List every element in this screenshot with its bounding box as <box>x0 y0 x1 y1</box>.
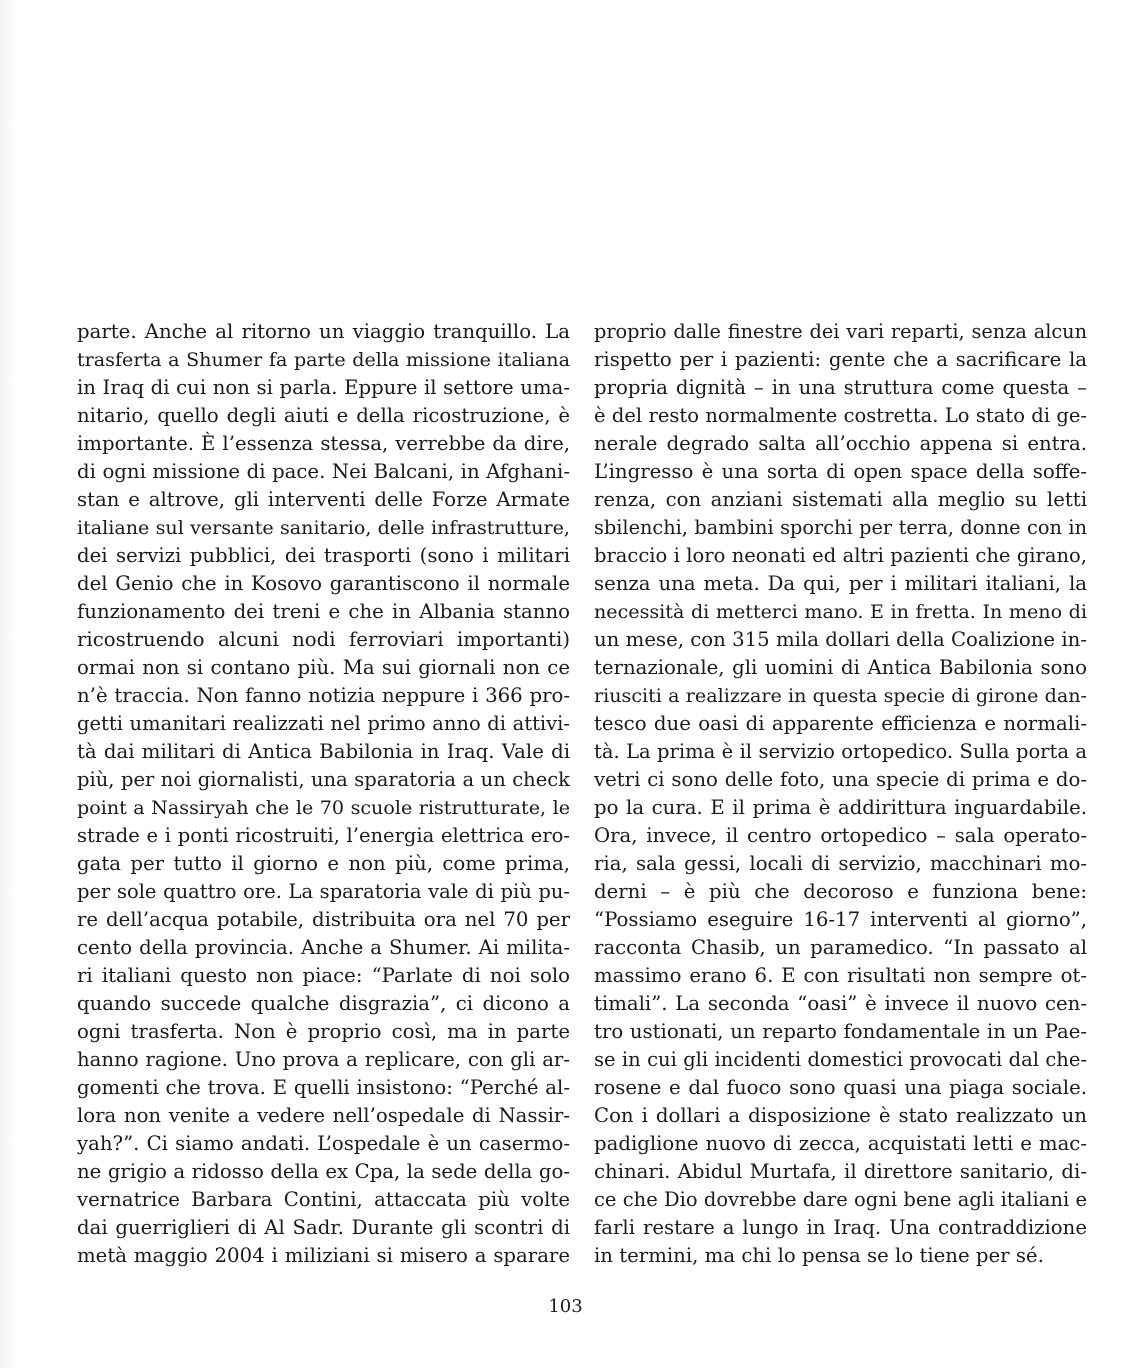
right-text-column <box>594 318 1087 1270</box>
text-line: proprio dalle finestre dei vari reparti, senza alcun <box>594 320 1087 343</box>
text-line: importante. È l’essenza stessa, verrebbe da dire, <box>77 432 570 455</box>
text-line: point a Nassiryah che le 70 scuole ristrutturate, le <box>77 796 570 819</box>
text-line: re dell’acqua potabile, distribuita ora nel 70 per <box>77 908 570 931</box>
text-line: in termini, ma chi lo pensa se lo tiene per sé. <box>594 1244 1044 1267</box>
text-line: gomenti che trova. E quelli insistono: “Perché al- <box>77 1076 570 1099</box>
text-line: strade e i ponti ricostruiti, l’energia elettrica ero- <box>77 824 570 847</box>
text-line: tesco due oasi di apparente efficienza e normali- <box>594 712 1087 735</box>
page-number: 103 <box>548 1296 583 1317</box>
text-line: sbilenchi, bambini sporchi per terra, donne con in <box>594 516 1087 539</box>
text-line: funzionamento dei treni e che in Albania stanno <box>77 600 570 623</box>
text-line: per sole quattro ore. La sparatoria vale di più pu- <box>77 880 570 903</box>
text-line: cento della provincia. Anche a Shumer. Ai milita- <box>77 936 570 959</box>
text-line: riusciti a realizzare in questa specie di girone dan- <box>594 684 1087 707</box>
text-line: nitario, quello degli aiuti e della ricostruzione, è <box>77 404 570 427</box>
text-line: tà dai militari di Antica Babilonia in Iraq. Vale di <box>77 740 570 763</box>
text-line: vetri ci sono delle foto, una specie di prima e do- <box>594 768 1087 791</box>
text-line: “Possiamo eseguire 16-17 interventi al giorno”, <box>594 908 1087 931</box>
text-line: di ogni missione di pace. Nei Balcani, in Afghani- <box>77 460 570 483</box>
text-line: un mese, con 315 mila dollari della Coalizione in- <box>594 628 1087 651</box>
text-line: stan e altrove, gli interventi delle Forze Armate <box>77 488 570 511</box>
text-line: se in cui gli incidenti domestici provocati dal che- <box>594 1048 1087 1071</box>
text-line: yah?”. Ci siamo andati. L’ospedale è un casermo- <box>77 1132 570 1155</box>
text-line: Ora, invece, il centro ortopedico – sala operato- <box>594 824 1087 847</box>
text-line: gata per tutto il giorno e non più, come prima, <box>77 852 570 875</box>
text-line: propria dignità – in una struttura come questa – <box>594 376 1087 399</box>
text-line: rosene e dal fuoco sono quasi una piaga sociale. <box>594 1076 1087 1099</box>
text-line: rispetto per i pazienti: gente che a sacrificare la <box>594 348 1087 371</box>
text-line: ne grigio a ridosso della ex Cpa, la sede della go- <box>77 1160 570 1183</box>
text-line: lora non venite a vedere nell’ospedale di Nassir- <box>77 1104 570 1127</box>
text-line: ogni trasferta. Non è proprio così, ma in parte <box>77 1020 570 1043</box>
text-line: ternazionale, gli uomini di Antica Babilonia sono <box>594 656 1087 679</box>
text-line: farli restare a lungo in Iraq. Una contraddizione <box>594 1216 1087 1239</box>
text-line: trasferta a Shumer fa parte della missione italiana <box>77 348 570 371</box>
text-line: massimo erano 6. E con risultati non sempre ot- <box>594 964 1087 987</box>
text-line: del Genio che in Kosovo garantiscono il normale <box>77 572 570 595</box>
left-text-column <box>77 318 570 1270</box>
text-line: italiane sul versante sanitario, delle infrastrutture, <box>77 516 570 539</box>
text-line: nerale degrado salta all’occhio appena si entra. <box>594 432 1087 455</box>
text-line: getti umanitari realizzati nel primo anno di attivi- <box>77 712 570 735</box>
text-line: metà maggio 2004 i miliziani si misero a sparare <box>77 1244 570 1267</box>
text-line: timali”. La seconda “oasi” è invece il nuovo cen- <box>594 992 1087 1015</box>
text-line: ri italiani questo non piace: “Parlate di noi solo <box>77 964 570 987</box>
text-line: padiglione nuovo di zecca, acquistati letti e mac- <box>594 1132 1087 1155</box>
text-line: n’è traccia. Non fanno notizia neppure i 366 pro- <box>77 684 570 707</box>
text-line: hanno ragione. Uno prova a replicare, con gli ar- <box>77 1048 570 1071</box>
text-line: derni – è più che decoroso e funziona bene: <box>594 880 1087 903</box>
text-line: Con i dollari a disposizione è stato realizzato un <box>594 1104 1087 1127</box>
text-line: racconta Chasib, un paramedico. “In passato al <box>594 936 1087 959</box>
text-line: è del resto normalmente costretta. Lo stato di ge- <box>594 404 1087 427</box>
text-line: ria, sala gessi, locali di servizio, macchinari mo- <box>594 852 1087 875</box>
text-line: quando succede qualche disgrazia”, ci dicono a <box>77 992 570 1015</box>
text-line: ricostruendo alcuni nodi ferroviari importanti) <box>77 628 570 651</box>
text-line: ce che Dio dovrebbe dare ogni bene agli italiani e <box>594 1188 1087 1211</box>
text-line: ormai non si contano più. Ma sui giornali non ce <box>77 656 570 679</box>
text-line: necessità di metterci mano. E in fretta. In meno di <box>594 600 1087 623</box>
text-line: braccio i loro neonati ed altri pazienti che girano, <box>594 544 1087 567</box>
text-line: L’ingresso è una sorta di open space della soffe- <box>594 460 1087 483</box>
text-line: renza, con anziani sistemati alla meglio su letti <box>594 488 1087 511</box>
text-line: chinari. Abidul Murtafa, il direttore sanitario, di- <box>594 1160 1087 1183</box>
text-line: tà. La prima è il servizio ortopedico. Sulla porta a <box>594 740 1087 763</box>
text-line: dai guerriglieri di Al Sadr. Durante gli scontri di <box>77 1216 570 1239</box>
text-line: vernatrice Barbara Contini, attaccata più volte <box>77 1188 570 1211</box>
text-line: parte. Anche al ritorno un viaggio tranquillo. La <box>77 320 570 343</box>
text-line: tro ustionati, un reparto fondamentale in un Pae- <box>594 1020 1087 1043</box>
text-line: dei servizi pubblici, dei trasporti (sono i militari <box>77 544 570 567</box>
text-line: in Iraq di cui non si parla. Eppure il settore uma- <box>77 376 570 399</box>
text-line: po la cura. E il prima è addirittura inguardabile. <box>594 796 1087 819</box>
text-line: senza una meta. Da qui, per i militari italiani, la <box>594 572 1087 595</box>
text-line: più, per noi giornalisti, una sparatoria a un check <box>77 768 570 791</box>
